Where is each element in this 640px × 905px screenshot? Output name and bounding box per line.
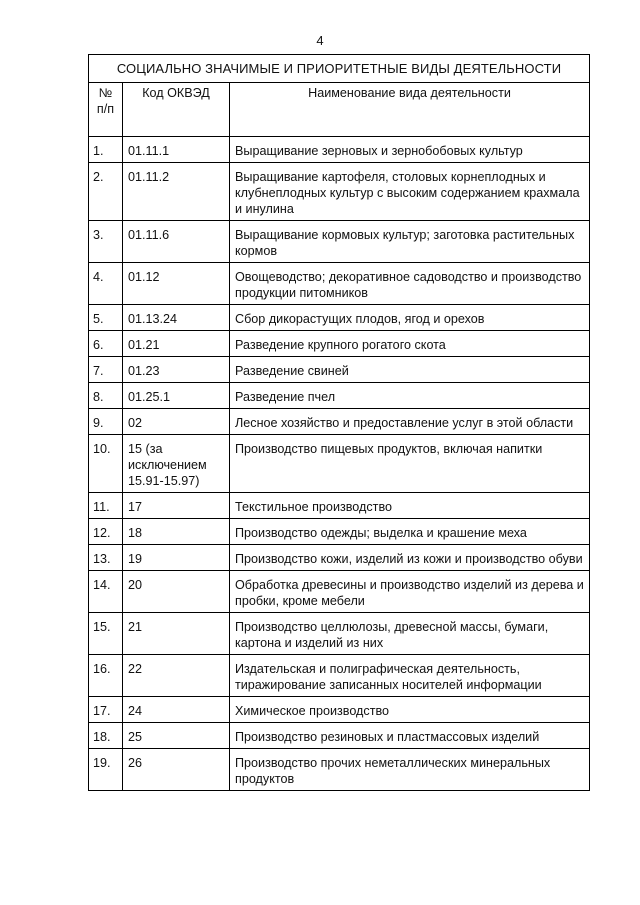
table-row	[89, 357, 590, 383]
row-okved-code: 19	[123, 545, 230, 571]
row-activity-name: Производство целлюлозы, древесной массы, бумаги, картона и изделий из них	[230, 613, 590, 655]
row-activity-name: Производство одежды; выделка и крашение меха	[230, 519, 590, 545]
row-number: 5.	[89, 305, 123, 331]
row-number: 13.	[89, 545, 123, 571]
table-row	[89, 305, 590, 331]
activities-table	[88, 54, 590, 791]
row-activity-name: Овощеводство; декоративное садоводство и производство продукции питомников	[230, 263, 590, 305]
row-activity-name: Сбор дикорастущих плодов, ягод и орехов	[230, 305, 590, 331]
table-row	[89, 613, 590, 655]
row-activity-name: Производство прочих неметаллических минеральных продуктов	[230, 749, 590, 791]
table-row	[89, 493, 590, 519]
column-header-number-line1: №	[98, 86, 113, 100]
table-row	[89, 137, 590, 163]
table-row	[89, 655, 590, 697]
table-row	[89, 409, 590, 435]
row-okved-code: 01.11.2	[123, 163, 230, 221]
row-activity-name: Лесное хозяйство и предоставление услуг в этой области	[230, 409, 590, 435]
table-title: СОЦИАЛЬНО ЗНАЧИМЫЕ И ПРИОРИТЕТНЫЕ ВИДЫ ДЕЯТЕЛЬНОСТИ	[89, 55, 590, 83]
column-header-number	[89, 83, 123, 137]
row-number: 8.	[89, 383, 123, 409]
table-row	[89, 263, 590, 305]
row-number: 7.	[89, 357, 123, 383]
row-number: 16.	[89, 655, 123, 697]
row-activity-name: Выращивание зерновых и зернобобовых культур	[230, 137, 590, 163]
row-number: 1.	[89, 137, 123, 163]
row-number: 6.	[89, 331, 123, 357]
row-activity-name: Разведение пчел	[230, 383, 590, 409]
row-number: 9.	[89, 409, 123, 435]
row-okved-code: 01.23	[123, 357, 230, 383]
row-number: 14.	[89, 571, 123, 613]
table-row	[89, 545, 590, 571]
row-activity-name: Производство пищевых продуктов, включая напитки	[230, 435, 590, 493]
row-number: 10.	[89, 435, 123, 493]
table-row	[89, 331, 590, 357]
row-activity-name: Производство резиновых и пластмассовых изделий	[230, 723, 590, 749]
row-number: 17.	[89, 697, 123, 723]
row-number: 12.	[89, 519, 123, 545]
row-activity-name: Издательская и полиграфическая деятельность, тиражирование записанных носителей информации	[230, 655, 590, 697]
row-okved-code: 22	[123, 655, 230, 697]
column-header-number-line2: п/п	[96, 102, 115, 116]
row-activity-name: Химическое производство	[230, 697, 590, 723]
row-number: 11.	[89, 493, 123, 519]
row-okved-code: 02	[123, 409, 230, 435]
row-okved-code: 01.12	[123, 263, 230, 305]
row-activity-name: Текстильное производство	[230, 493, 590, 519]
page-number: 4	[316, 33, 324, 48]
row-okved-code: 20	[123, 571, 230, 613]
row-number: 18.	[89, 723, 123, 749]
row-number: 3.	[89, 221, 123, 263]
row-activity-name: Выращивание картофеля, столовых корнеплодных и клубнеплодных культур с высоким содержанием крахмала и инулина	[230, 163, 590, 221]
row-okved-code: 01.21	[123, 331, 230, 357]
table-header-row	[89, 83, 590, 137]
row-activity-name: Разведение свиней	[230, 357, 590, 383]
row-okved-code: 01.11.6	[123, 221, 230, 263]
table-row	[89, 163, 590, 221]
row-okved-code: 01.13.24	[123, 305, 230, 331]
row-activity-name: Выращивание кормовых культур; заготовка растительных кормов	[230, 221, 590, 263]
row-number: 4.	[89, 263, 123, 305]
row-number: 19.	[89, 749, 123, 791]
row-okved-code: 17	[123, 493, 230, 519]
table-row	[89, 697, 590, 723]
row-okved-code: 26	[123, 749, 230, 791]
table-row	[89, 383, 590, 409]
row-activity-name: Разведение крупного рогатого скота	[230, 331, 590, 357]
row-okved-code: 25	[123, 723, 230, 749]
table-row	[89, 519, 590, 545]
row-okved-code: 24	[123, 697, 230, 723]
row-okved-code: 15 (за исключением 15.91-15.97)	[123, 435, 230, 493]
table-row	[89, 723, 590, 749]
table-row	[89, 749, 590, 791]
row-activity-name: Обработка древесины и производство изделий из дерева и пробки, кроме мебели	[230, 571, 590, 613]
row-okved-code: 01.25.1	[123, 383, 230, 409]
row-number: 15.	[89, 613, 123, 655]
table-row	[89, 571, 590, 613]
row-okved-code: 01.11.1	[123, 137, 230, 163]
table-row	[89, 435, 590, 493]
column-header-code: Код ОКВЭД	[123, 83, 230, 137]
row-okved-code: 18	[123, 519, 230, 545]
row-number: 2.	[89, 163, 123, 221]
table-row	[89, 221, 590, 263]
row-okved-code: 21	[123, 613, 230, 655]
row-activity-name: Производство кожи, изделий из кожи и производство обуви	[230, 545, 590, 571]
column-header-name: Наименование вида деятельности	[230, 83, 590, 137]
